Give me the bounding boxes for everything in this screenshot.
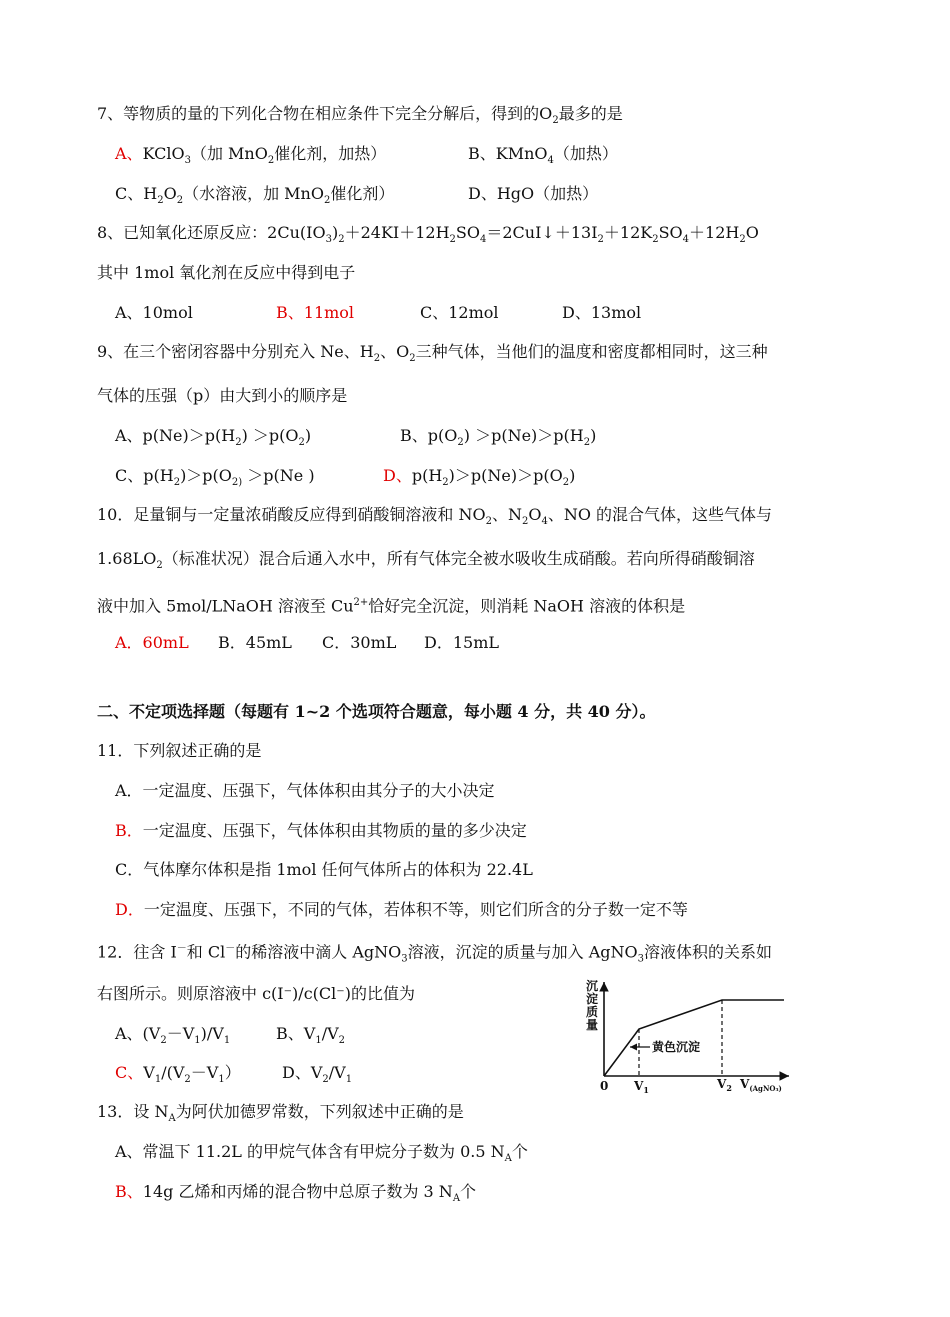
graph-ylabel-3: 质 [586, 1005, 599, 1019]
q13-stem: 13．设 $N_A$为阿伏加德罗常数，下列叙述中正确的是 [97, 1102, 464, 1125]
q9-stem-line2: 气体的压强（p）由大到小的顺序是 [97, 386, 348, 405]
q7-stem: 7、等物质的量的下列化合物在相应条件下完全分解后，得到的$O_2$最多的是 [97, 104, 623, 127]
q8-option-c: C、12mol [420, 303, 499, 322]
q8-option-b: B、11mol [276, 303, 355, 322]
graph-ylabel-1: 沉 [586, 979, 599, 993]
q12-option-b: B、$V_1/V_2$ [276, 1024, 346, 1047]
graph-v2-label: $V_2$ [717, 1077, 732, 1093]
graph-ylabel-4: 量 [586, 1018, 599, 1032]
q10-option-b: B．45mL [218, 633, 292, 652]
q11-option-d: D．一定温度、压强下，不同的气体，若体积不等，则它们所含的分子数一定不等 [115, 900, 688, 919]
q8-equation: 8、已知氧化还原反应：$2Cu(IO_3)_2+24KI+12H_2SO_4=2CuI↓+13I_2+12K_2SO_4+12H_2O$ [97, 223, 759, 246]
q11-option-b: B．一定温度、压强下，气体体积由其物质的量的多少决定 [115, 821, 527, 840]
q10-stem-line1: 10．足量铜与一定量浓硝酸反应得到硝酸铜溶液和 $NO_2$、$N_2O_4$、NO 的混合气体，这些气体与 [97, 505, 773, 528]
q8-option-d: D、13mol [562, 303, 642, 322]
q10-stem-line2: $1.68LO_2$（标准状况）混合后通入水中，所有气体完全被水吸收生成硝酸。若向所得硝酸铜溶 [97, 549, 755, 572]
q10-stem-line3: 液中加入 5mol/LNaOH 溶液至 $Cu^{2+}$恰好完全沉淀，则消耗 NaOH 溶液的体积是 [97, 596, 686, 616]
q10-option-d: D．15mL [424, 633, 499, 652]
q12-option-c: C、$V_1/(V_2-V_1)$ [115, 1063, 241, 1086]
q7-option-d: D、HgO（加热） [468, 184, 599, 203]
q11-option-a: A．一定温度、压强下，气体体积由其分子的大小决定 [115, 781, 495, 800]
q12-stem-line1: 12．往含 I－和 Cl－的稀溶液中滴人 AgNO$_3$溶液，沉淀的质量与加入 AgNO$_3$溶液体积的关系如 [97, 942, 773, 965]
q12-option-d: D、$V_2/V_1$ [282, 1063, 353, 1086]
graph-v1-label: $V_1$ [634, 1079, 649, 1095]
graph-curve [604, 1000, 784, 1076]
q8-stem: 其中 1mol 氧化剂在反应中得到电子 [97, 263, 356, 282]
q11-stem: 11．下列叙述正确的是 [97, 741, 262, 760]
q10-option-a: A．60mL [115, 633, 189, 652]
q9-option-d: D、$p(H_2)>p(Ne)>p(O_2)$ [383, 466, 576, 489]
section-2-heading: 二、不定项选择题（每题有 1~2 个选项符合题意，每小题 4 分，共 40 分）。 [97, 702, 656, 721]
q12-option-a: A、$(V_2-V_1)/V_1$ [115, 1024, 231, 1047]
graph-origin-label: 0 [600, 1079, 609, 1093]
q13-option-b: B、14g 乙烯和丙烯的混合物中总原子数为 3 $N_A$个 [115, 1182, 477, 1205]
graph-annotation: 黄色沉淀 [652, 1040, 701, 1054]
q9-option-b: B、$p(O_2) >p(Ne)>p(H_2)$ [400, 426, 597, 449]
q11-option-c: C．气体摩尔体积是指 1mol 任何气体所占的体积为 22.4L [115, 860, 533, 879]
q12-stem-line2: 右图所示。则原溶液中 c(I⁻)/c(Cl⁻)的比值为 [97, 984, 415, 1003]
q9-option-c: C、$p(H_2)>p(O_{2)} >p(Ne$ ) [115, 466, 315, 489]
q7-option-b: B、KMnO$_4$（加热） [468, 144, 618, 167]
graph-x-label: $V_{(AgNO_3)}$ [740, 1077, 782, 1093]
q7-option-c: C、$H_2O_2$（水溶液，加 MnO$_2$催化剂） [115, 184, 395, 207]
precipitate-graph [584, 976, 794, 1096]
q7-option-a: A、KClO$_3$（加 MnO$_2$催化剂，加热） [115, 144, 387, 167]
q10-option-c: C．30mL [322, 633, 397, 652]
q9-option-a: A、$p(Ne)>p(H_2) >p(O_2)$ [115, 426, 312, 449]
graph-ylabel-2: 淀 [586, 992, 599, 1006]
q13-option-a: A、常温下 11.2L 的甲烷气体含有甲烷分子数为 0.5 $N_A$个 [115, 1142, 528, 1165]
q9-stem-line1: 9、在三个密闭容器中分别充入 Ne、$H_2$、$O_2$三种气体，当他们的温度和密度都相同时，这三种 [97, 342, 768, 365]
q8-option-a: A、10mol [115, 303, 193, 322]
